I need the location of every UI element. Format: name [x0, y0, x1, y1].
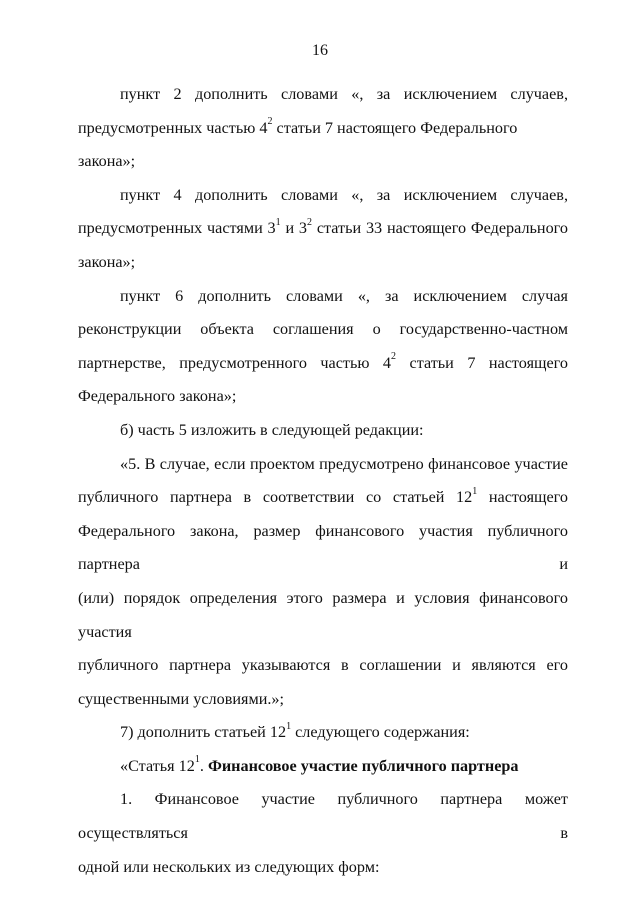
text-line: публичного партнера указываются в соглашении и являются его — [78, 656, 568, 675]
text-line: (или) порядок определения этого размера и условия финансового участия — [78, 588, 568, 641]
text-line: публичного партнера в соответствии со статьей $12^1$ настоящего — [78, 485, 568, 507]
text-line: существенными условиями.»; — [78, 689, 285, 708]
article-heading: «Статья $12^1$. Финансовое участие публичного партнера — [120, 754, 519, 775]
text-line: пункт 6 дополнить словами «, за исключением случая — [120, 286, 568, 305]
text-line: 7) дополнить статьей $12^1$ следующего содержания: — [120, 720, 470, 742]
document-body — [78, 78, 568, 884]
text-line: б) часть 5 изложить в следующей редакции: — [120, 420, 424, 439]
text-line: пункт 2 дополнить словами «, за исключением случаев, — [120, 85, 568, 103]
text-line: «5. В случае, если проектом предусмотрено финансовое участие — [120, 454, 568, 473]
text-line: пункт 4 дополнить словами «, за исключением случаев, — [120, 185, 568, 204]
text-line: предусмотренных частью $4^2$ статьи 7 настоящего Федерального закона»; — [78, 116, 518, 171]
text-line: партнерстве, предусмотренного частью $4^2$ статьи 7 настоящего — [78, 351, 568, 372]
text-line: Федерального закона»; — [78, 387, 237, 406]
text-line: предусмотренных частями $3^1$ и $3^2$ статьи 33 настоящего Федерального — [78, 216, 569, 238]
text-line: реконструкции объекта соглашения о государственно-частном — [78, 320, 568, 339]
text-line: закона»; — [78, 252, 136, 271]
text-line: одной или нескольких из следующих форм: — [78, 857, 380, 876]
text-line: Федерального закона, размер финансового участия публичного партнера и — [78, 521, 568, 574]
page-number: 16 — [312, 42, 328, 59]
text-line: 1. Финансовое участие публичного партнера может осуществляться в — [78, 790, 568, 843]
